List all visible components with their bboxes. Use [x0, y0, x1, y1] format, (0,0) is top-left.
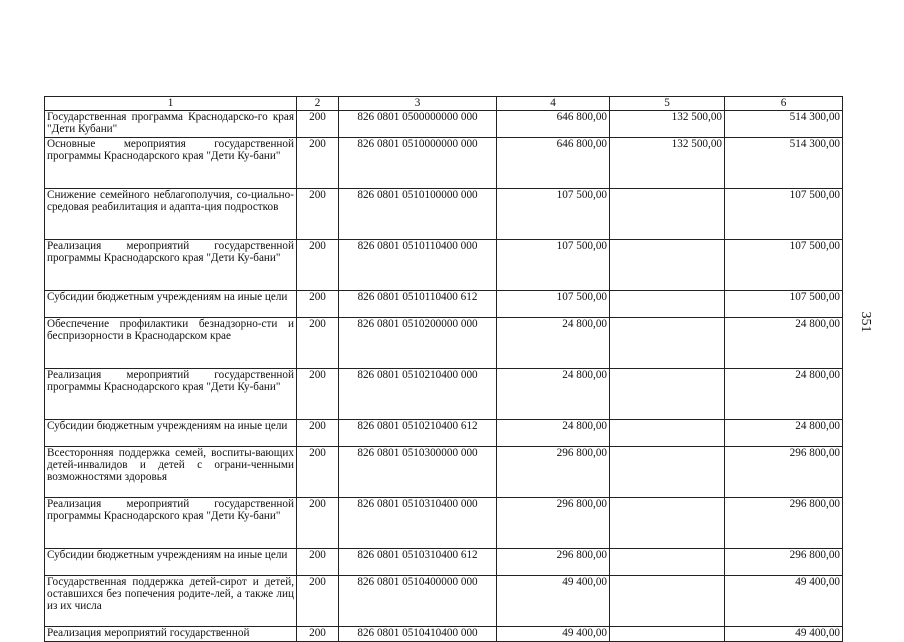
row-amount-col5	[610, 447, 725, 498]
row-classification: 826 0801 0510110400 612	[339, 291, 497, 318]
row-name: Снижение семейного неблагополучия, со-циально-средовая реабилитация и адапта-ция подростков	[45, 189, 297, 240]
header-cell-4: 4	[497, 97, 610, 111]
header-cell-3: 3	[339, 97, 497, 111]
row-code: 200	[297, 420, 339, 447]
row-amount-col5	[610, 240, 725, 291]
row-amount-col5	[610, 291, 725, 318]
row-classification: 826 0801 0510200000 000	[339, 318, 497, 369]
row-amount-col6: 107 500,00	[725, 291, 843, 318]
row-amount-col5	[610, 369, 725, 420]
table-row	[45, 549, 843, 576]
table-row	[45, 291, 843, 318]
row-amount-col5	[610, 420, 725, 447]
row-amount-col5	[610, 498, 725, 549]
row-amount-col5	[610, 576, 725, 627]
row-amount-col5	[610, 549, 725, 576]
row-amount-col5: 132 500,00	[610, 111, 725, 138]
row-code: 200	[297, 138, 339, 189]
row-amount-col6: 296 800,00	[725, 447, 843, 498]
row-classification: 826 0801 0510410400 000	[339, 627, 497, 642]
row-amount-total: 49 400,00	[497, 576, 610, 627]
row-code: 200	[297, 627, 339, 642]
table-header-row	[45, 97, 843, 111]
table-row	[45, 369, 843, 420]
row-classification: 826 0801 0510400000 000	[339, 576, 497, 627]
row-amount-col6: 107 500,00	[725, 240, 843, 291]
row-amount-col5: 132 500,00	[610, 138, 725, 189]
row-amount-total: 646 800,00	[497, 111, 610, 138]
row-amount-total: 646 800,00	[497, 138, 610, 189]
row-amount-col6: 514 300,00	[725, 111, 843, 138]
row-name: Государственная поддержка детей-сирот и детей, оставшихся без попечения родите-лей, а также лиц из их числа	[45, 576, 297, 627]
row-amount-col6: 107 500,00	[725, 189, 843, 240]
row-amount-col6: 296 800,00	[725, 549, 843, 576]
row-amount-col6: 49 400,00	[725, 576, 843, 627]
row-code: 200	[297, 291, 339, 318]
table-row	[45, 189, 843, 240]
row-amount-col6: 296 800,00	[725, 498, 843, 549]
row-amount-total: 107 500,00	[497, 189, 610, 240]
row-name: Субсидии бюджетным учреждениям на иные цели	[45, 420, 297, 447]
row-name: Государственная программа Краснодарско-го края "Дети Кубани"	[45, 111, 297, 138]
table-row	[45, 318, 843, 369]
row-classification: 826 0801 0510210400 612	[339, 420, 497, 447]
row-code: 200	[297, 576, 339, 627]
row-amount-col6: 24 800,00	[725, 369, 843, 420]
row-classification: 826 0801 0510110400 000	[339, 240, 497, 291]
row-classification: 826 0801 0510310400 000	[339, 498, 497, 549]
row-amount-col6: 49 400,00	[725, 627, 843, 642]
row-amount-total: 296 800,00	[497, 498, 610, 549]
table-row	[45, 576, 843, 627]
row-amount-col6: 514 300,00	[725, 138, 843, 189]
row-name: Реализация мероприятий государственной программы Краснодарского края "Дети Ку-бани"	[45, 498, 297, 549]
row-name: Обеспечение профилактики безнадзорно-сти и беспризорности в Краснодарском крае	[45, 318, 297, 369]
row-amount-total: 107 500,00	[497, 291, 610, 318]
row-code: 200	[297, 240, 339, 291]
row-name: Всесторонняя поддержка семей, воспиты-вающих детей-инвалидов и детей с ограни-ченными возможностями здоровья	[45, 447, 297, 498]
table-row	[45, 420, 843, 447]
row-classification: 826 0801 0510300000 000	[339, 447, 497, 498]
row-name: Основные мероприятия государственной программы Краснодарского края "Дети Ку-бани"	[45, 138, 297, 189]
row-code: 200	[297, 549, 339, 576]
row-name: Реализация мероприятий государственной программы Краснодарского края "Дети Ку-бани"	[45, 369, 297, 420]
row-amount-total: 296 800,00	[497, 549, 610, 576]
row-amount-total: 24 800,00	[497, 420, 610, 447]
row-amount-col5	[610, 318, 725, 369]
table-row	[45, 447, 843, 498]
header-cell-2: 2	[297, 97, 339, 111]
row-amount-col5	[610, 189, 725, 240]
row-amount-total: 49 400,00	[497, 627, 610, 642]
row-name: Реализация мероприятий государственной программы Краснодарского края "Дети Ку-бани"	[45, 240, 297, 291]
row-classification: 826 0801 0510310400 612	[339, 549, 497, 576]
row-code: 200	[297, 318, 339, 369]
row-amount-total: 24 800,00	[497, 369, 610, 420]
table-row	[45, 498, 843, 549]
row-code: 200	[297, 447, 339, 498]
table-row	[45, 138, 843, 189]
header-cell-6: 6	[725, 97, 843, 111]
row-name: Субсидии бюджетным учреждениям на иные цели	[45, 549, 297, 576]
row-classification: 826 0801 0510000000 000	[339, 138, 497, 189]
row-classification: 826 0801 0500000000 000	[339, 111, 497, 138]
table-row	[45, 240, 843, 291]
row-amount-col6: 24 800,00	[725, 318, 843, 369]
row-name: Субсидии бюджетным учреждениям на иные цели	[45, 291, 297, 318]
row-classification: 826 0801 0510210400 000	[339, 369, 497, 420]
row-code: 200	[297, 498, 339, 549]
row-code: 200	[297, 189, 339, 240]
row-classification: 826 0801 0510100000 000	[339, 189, 497, 240]
page-number: 351	[858, 311, 873, 333]
row-code: 200	[297, 111, 339, 138]
row-amount-total: 107 500,00	[497, 240, 610, 291]
row-code: 200	[297, 369, 339, 420]
row-amount-col5	[610, 627, 725, 642]
table-row	[45, 627, 843, 642]
row-amount-total: 296 800,00	[497, 447, 610, 498]
table-row	[45, 111, 843, 138]
budget-table	[44, 96, 843, 642]
row-amount-col6: 24 800,00	[725, 420, 843, 447]
row-amount-total: 24 800,00	[497, 318, 610, 369]
header-cell-5: 5	[610, 97, 725, 111]
row-name: Реализация мероприятий государственной	[45, 627, 297, 642]
header-cell-1: 1	[45, 97, 297, 111]
